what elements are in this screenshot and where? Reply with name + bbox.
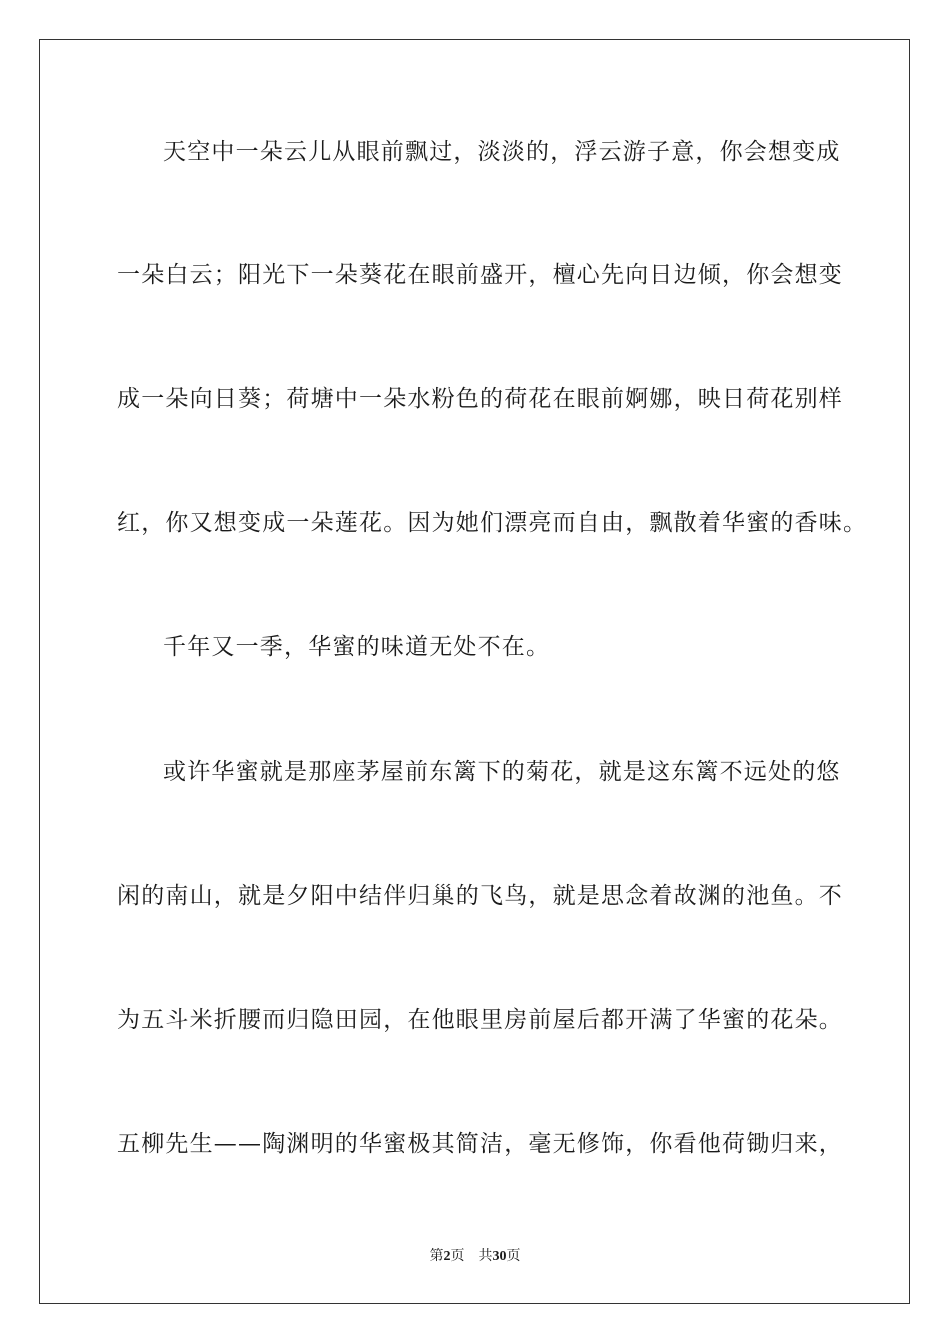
total-prefix: 共 [478, 1249, 493, 1264]
text-line-8: 为五斗米折腰而归隐田园，在他眼里房前屋后都开满了华蜜的花朵。 [117, 1007, 843, 1033]
total-pages: 30 [492, 1249, 507, 1264]
text-line-7: 闲的南山，就是夕阳中结伴归巢的飞鸟，就是思念着故渊的池鱼。不 [117, 883, 843, 909]
page-prefix: 第 [429, 1249, 444, 1264]
text-line-5: 千年又一季，华蜜的味道无处不在。 [163, 634, 551, 660]
page-footer [0, 1248, 950, 1266]
page-number: 2 [443, 1249, 451, 1264]
text-line-2: 一朵白云；阳光下一朵葵花在眼前盛开，檀心先向日边倾，你会想变 [117, 262, 843, 288]
page-border [39, 39, 910, 1304]
page-suffix: 页 [450, 1249, 465, 1264]
text-line-9: 五柳先生——陶渊明的华蜜极其简洁，毫无修饰，你看他荷锄归来， [117, 1131, 843, 1157]
text-line-4: 红，你又想变成一朵莲花。因为她们漂亮而自由，飘散着华蜜的香味。 [117, 510, 868, 536]
text-line-1: 天空中一朵云儿从眼前飘过，淡淡的，浮云游子意，你会想变成 [163, 139, 841, 165]
text-line-3: 成一朵向日葵；荷塘中一朵水粉色的荷花在眼前婀娜，映日荷花别样 [117, 386, 843, 412]
text-line-6: 或许华蜜就是那座茅屋前东篱下的菊花，就是这东篱不远处的悠 [163, 759, 841, 785]
total-suffix: 页 [506, 1249, 521, 1264]
